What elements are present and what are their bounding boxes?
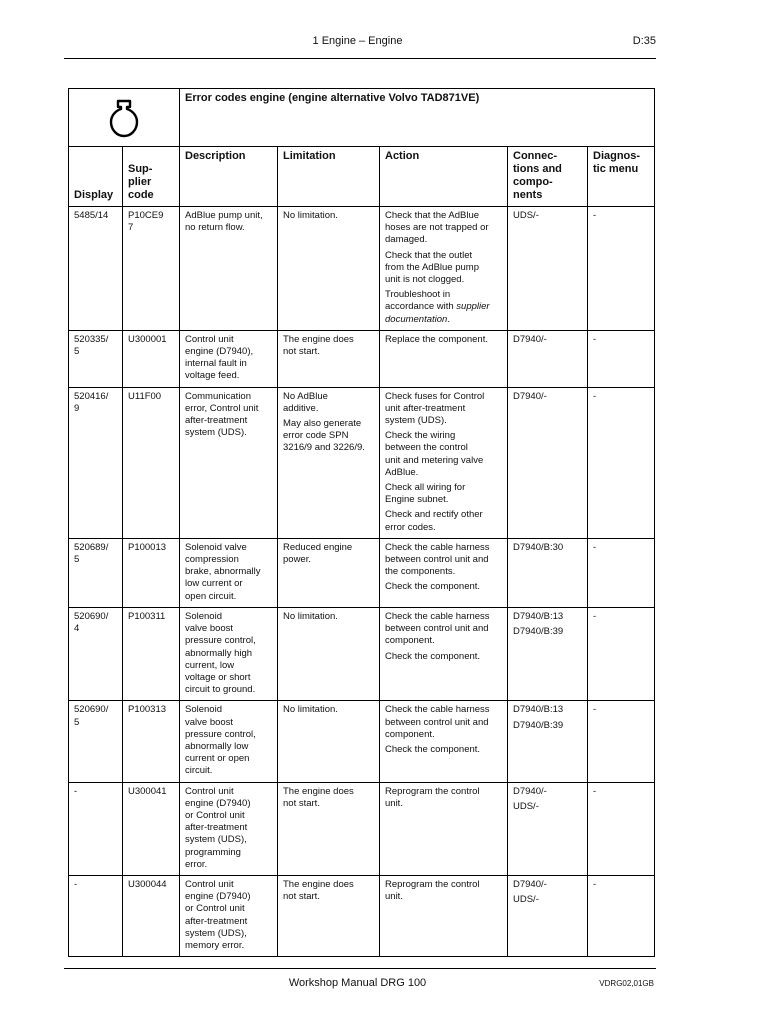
connection-ref: D7940/-: [513, 785, 547, 797]
connections: [508, 701, 588, 782]
connection-ref: D7940/B:30: [513, 541, 564, 553]
action-step: Check fuses for Control unit after-treatment system (UDS).: [385, 390, 485, 427]
description: Control unit engine (D7940), internal fault in voltage feed.: [180, 330, 278, 387]
action: [380, 782, 508, 875]
diagnostic-menu: -: [588, 538, 655, 607]
supplier-code: U300001: [123, 330, 180, 387]
action-step: Replace the component.: [385, 333, 488, 345]
action: [380, 875, 508, 956]
diagnostic-menu: -: [588, 782, 655, 875]
action-step: Check the cable harness between control unit and component.: [385, 704, 490, 740]
action-step: Check the cable harness between control unit and component.: [385, 610, 490, 647]
page-header-title: 1 Engine – Engine: [312, 35, 403, 47]
description: Solenoid valve boost pressure control, abnormally low current or open circuit.: [180, 701, 278, 782]
table-row: [69, 207, 655, 331]
table-row: [69, 387, 655, 538]
description: AdBlue pump unit, no return flow.: [180, 207, 278, 331]
table-title: Error codes engine (engine alternative Volvo TAD871VE): [180, 89, 655, 147]
action: [380, 387, 508, 538]
table-row: [69, 701, 655, 782]
diagnostic-menu: -: [588, 330, 655, 387]
display-code: -: [69, 782, 123, 875]
limitation: [278, 207, 380, 331]
header-diagnostic-menu: Diagnos- tic menu: [588, 147, 655, 207]
connections: [508, 875, 588, 956]
error-codes-table: [68, 88, 655, 957]
action-step: Check the component.: [385, 650, 481, 662]
display-code: 520689/ 5: [69, 538, 123, 607]
display-code: 5485/14: [69, 207, 123, 331]
header-display: Display: [69, 147, 123, 207]
action-step: Check the component.: [385, 743, 481, 755]
action-step: Check that the outlet from the AdBlue pump unit is not clogged.: [385, 249, 479, 286]
supplier-code: P100311: [123, 607, 180, 700]
limitation: [278, 701, 380, 782]
display-code: 520690/ 4: [69, 607, 123, 700]
action-step: Reprogram the control unit.: [385, 785, 480, 809]
table-row: [69, 782, 655, 875]
connections: [508, 607, 588, 700]
engine-icon: [109, 98, 139, 138]
connections: [508, 207, 588, 331]
connection-ref: D7940/B:13: [513, 610, 564, 622]
display-code: 520416/ 9: [69, 387, 123, 538]
limitation-text: No limitation.: [283, 610, 338, 622]
limitation: [278, 782, 380, 875]
display-code: -: [69, 875, 123, 956]
display-code: 520335/ 5: [69, 330, 123, 387]
action-step: Check all wiring for Engine subnet.: [385, 482, 466, 506]
description: Control unit engine (D7940) or Control unit after-treatment system (UDS), memory error.: [180, 875, 278, 956]
action-step: Troubleshoot in accordance with supplier documentation.: [385, 289, 490, 325]
icon-cell: [69, 89, 180, 147]
limitation-text: No limitation.: [283, 210, 338, 221]
diagnostic-menu: -: [588, 207, 655, 331]
description: Control unit engine (D7940) or Control unit after-treatment system (UDS), programming error.: [180, 782, 278, 875]
action: [380, 207, 508, 331]
table-row: [69, 875, 655, 956]
limitation-text: Reduced engine power.: [283, 541, 353, 566]
connection-ref: D7940/-: [513, 333, 547, 345]
action-step: Check the component.: [385, 581, 481, 593]
header-limitation: Limitation: [278, 147, 380, 207]
limitation-text: No limitation.: [283, 704, 338, 716]
action: [380, 538, 508, 607]
header-connections: Connec- tions and compo- nents: [508, 147, 588, 207]
diagnostic-menu: -: [588, 607, 655, 700]
limitation-text: May also generate error code SPN 3216/9 and 3226/9.: [283, 418, 365, 454]
connections: [508, 782, 588, 875]
footer-rule: [64, 968, 656, 969]
diagnostic-menu: -: [588, 701, 655, 782]
supplier-code: P100313: [123, 701, 180, 782]
limitation-text: The engine does not start.: [283, 785, 354, 809]
limitation: [278, 607, 380, 700]
table-row: [69, 330, 655, 387]
connections: [508, 330, 588, 387]
connection-ref: D7940/B:39: [513, 719, 564, 731]
page-number: D:35: [632, 35, 656, 47]
header-rule: [64, 58, 656, 59]
footer-code: VDRG02,01GB: [599, 979, 654, 988]
action-step: Check the wiring between the control unit and metering valve AdBlue.: [385, 430, 484, 478]
description: Communication error, Control unit after-treatment system (UDS).: [180, 387, 278, 538]
supplier-code: U300044: [123, 875, 180, 956]
limitation: [278, 538, 380, 607]
supplier-code: U300041: [123, 782, 180, 875]
connection-ref: D7940/B:13: [513, 704, 564, 716]
supplier-code: P100013: [123, 538, 180, 607]
table-row: [69, 607, 655, 700]
table-header-row: [69, 147, 655, 207]
display-code: 520690/ 5: [69, 701, 123, 782]
limitation-text: The engine does not start.: [283, 878, 354, 903]
limitation: [278, 330, 380, 387]
limitation-text: No AdBlue additive.: [283, 390, 328, 414]
connection-ref: D7940/-: [513, 878, 547, 890]
connection-ref: UDS/-: [513, 800, 539, 812]
connection-ref: UDS/-: [513, 210, 539, 221]
connection-ref: D7940/-: [513, 390, 547, 402]
table-row: [69, 538, 655, 607]
limitation: [278, 387, 380, 538]
limitation: [278, 875, 380, 956]
action: [380, 330, 508, 387]
limitation-text: The engine does not start.: [283, 333, 354, 358]
header-action: Action: [380, 147, 508, 207]
action-step: Check and rectify other error codes.: [385, 509, 483, 533]
footer-title: Workshop Manual DRG 100: [288, 977, 427, 989]
description: Solenoid valve boost pressure control, abnormally high current, low voltage or short circuit to ground.: [180, 607, 278, 700]
diagnostic-menu: -: [588, 387, 655, 538]
connections: [508, 387, 588, 538]
action-step: Check the cable harness between control unit and the components.: [385, 541, 490, 578]
supplier-code: P10CE9 7: [123, 207, 180, 331]
description: Solenoid valve compression brake, abnormally low current or open circuit.: [180, 538, 278, 607]
header-supplier-code: Sup- plier code: [123, 147, 180, 207]
action: [380, 607, 508, 700]
supplier-code: U11F00: [123, 387, 180, 538]
action-italic-ref: supplier documentation: [385, 301, 490, 325]
diagnostic-menu: -: [588, 875, 655, 956]
connections: [508, 538, 588, 607]
header-description: Description: [180, 147, 278, 207]
connection-ref: UDS/-: [513, 894, 539, 906]
action-step: Check that the AdBlue hoses are not trapped or damaged.: [385, 210, 489, 246]
connection-ref: D7940/B:39: [513, 626, 564, 638]
action-step: Reprogram the control unit.: [385, 878, 480, 903]
action: [380, 701, 508, 782]
table-title-row: [69, 89, 655, 147]
